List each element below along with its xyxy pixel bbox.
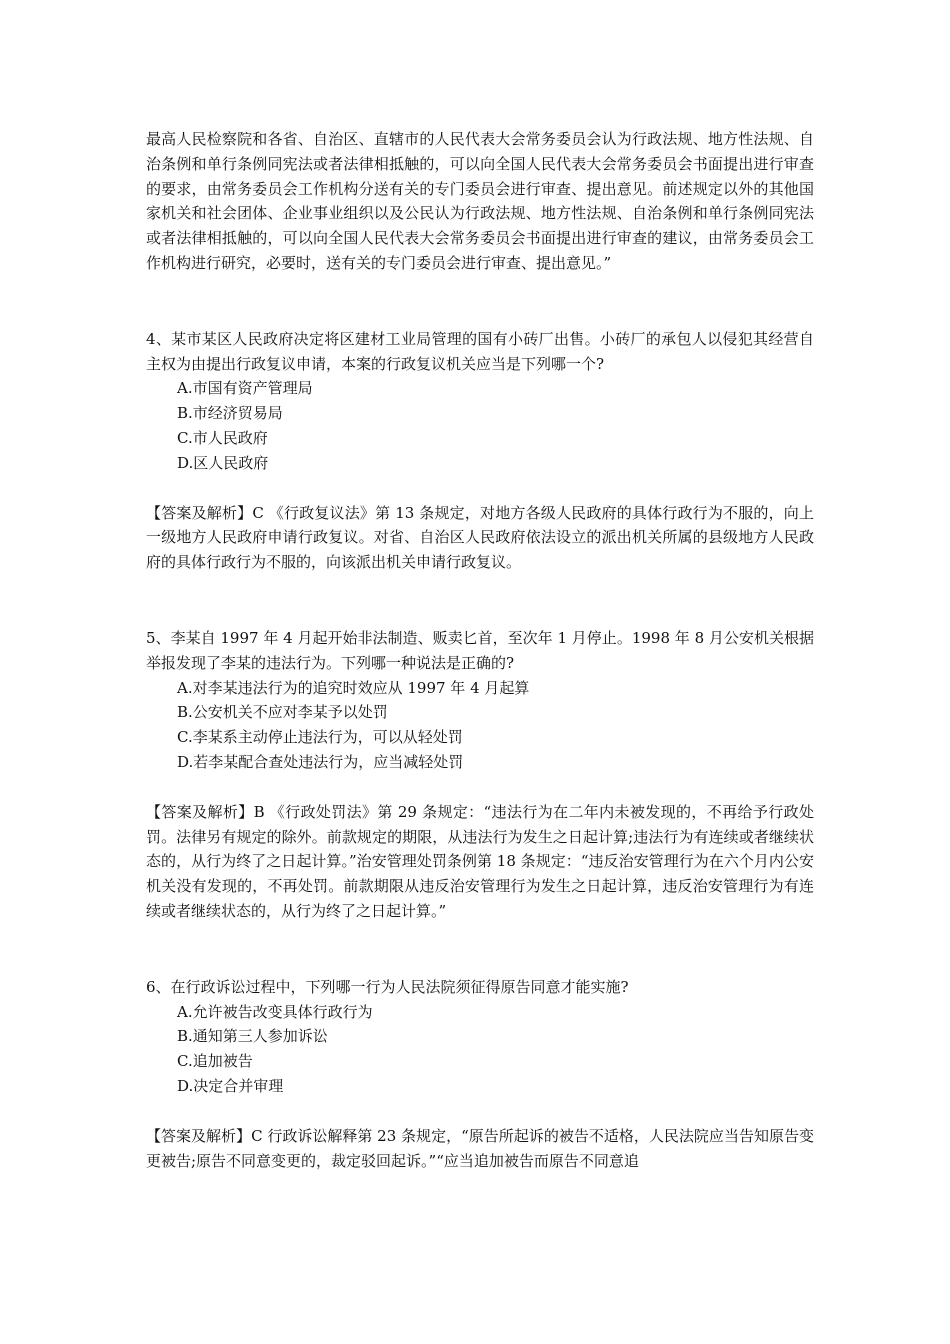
option-list xyxy=(146,676,814,775)
question-text: 5、李某自 1997 年 4 月起开始非法制造、贩卖匕首，至次年 1 月停止。1998 年 8 月公安机关根据举报发现了李某的违法行为。下列哪一种说法是正确的? xyxy=(146,628,814,672)
answer-explanation: 【答案及解析】C 行政诉讼解释第 23 条规定，“原告所起诉的被告不适格，人民法院应当告知原告变更被告;原告不同意变更的，裁定驳回起诉。”“应当追加被告而原告不同意追 xyxy=(146,1126,814,1170)
question-text: 4、某市某区人民政府决定将区建材工业局管理的国有小砖厂出售。小砖厂的承包人以侵犯其经营自主权为由提出行政复议申请，本案的行政复议机关应当是下列哪一个? xyxy=(146,329,814,373)
option-a: A.允许被告改变具体行政行为 xyxy=(177,1002,373,1021)
question-text: 6、在行政诉讼过程中，下列哪一行为人民法院须征得原告同意才能实施? xyxy=(146,977,629,996)
spacer xyxy=(146,476,814,501)
answer-explanation: 【答案及解析】B 《行政处罚法》第 29 条规定：“违法行为在二年内未被发现的，不再给予行政处罚。法律另有规定的除外。前款规定的期限，从违法行为发生之日起计算;违法行为有连续或者继续状态的，从行为终了之日起计算。”治安管理处罚条例第 18 条规定：“违反治安管理行为在六个月内公安机关没有发现的，不再处罚。前款期限从违反治安管理行为发生之日起计算，违反治安管理行为有连续或者继续状态的，从行为终了之日起计算。” xyxy=(146,802,814,920)
spacer xyxy=(146,276,814,327)
option-d: D.区人民政府 xyxy=(177,453,269,472)
option-b: B.公安机关不应对李某予以处罚 xyxy=(177,703,388,722)
intro-paragraph: 最高人民检察院和各省、自治区、直辖市的人民代表大会常务委员会认为行政法规、地方性法规、自治条例和单行条例同宪法或者法律相抵触的，可以向全国人民代表大会常务委员会书面提出进行审查的要求，由常务委员会工作机构分送有关的专门委员会进行审查、提出意见。前述规定以外的其他国家机关和社会团体、企业事业组织以及公民认为行政法规、地方性法规、自治条例和单行条例同宪法或者法律相抵触的，可以向全国人民代表大会常务委员会书面提出进行审查的建议，由常务委员会工作机构进行研究，必要时，送有关的专门委员会进行审查、提出意见。” xyxy=(146,130,814,272)
spacer xyxy=(146,1099,814,1124)
option-b: B.市经济贸易局 xyxy=(177,404,283,423)
question-block-4 xyxy=(146,327,814,575)
option-a: A.对李某违法行为的追究时效应从 1997 年 4 月起算 xyxy=(177,678,530,697)
option-c: C.市人民政府 xyxy=(177,428,268,447)
option-d: D.决定合并审理 xyxy=(177,1076,284,1095)
option-b: B.通知第三人参加诉讼 xyxy=(177,1027,328,1046)
question-block-5 xyxy=(146,626,814,924)
answer-explanation: 【答案及解析】C 《行政复议法》第 13 条规定，对地方各级人民政府的具体行政行为不服的，向上一级地方人民政府申请行政复议。对省、自治区人民政府依法设立的派出机关所属的县级地方人民政府的具体行政行为不服的，向该派出机关申请行政复议。 xyxy=(146,503,814,572)
spacer xyxy=(146,775,814,800)
option-list xyxy=(146,1000,814,1099)
option-d: D.若李某配合查处违法行为，应当减轻处罚 xyxy=(177,752,464,771)
option-a: A.市国有资产管理局 xyxy=(177,379,313,398)
option-list xyxy=(146,376,814,475)
option-c: C.追加被告 xyxy=(177,1052,253,1071)
spacer xyxy=(146,924,814,975)
option-c: C.李某系主动停止违法行为，可以从轻处罚 xyxy=(177,728,463,747)
question-block-6 xyxy=(146,975,814,1174)
spacer xyxy=(146,575,814,626)
document-content xyxy=(146,127,814,1173)
